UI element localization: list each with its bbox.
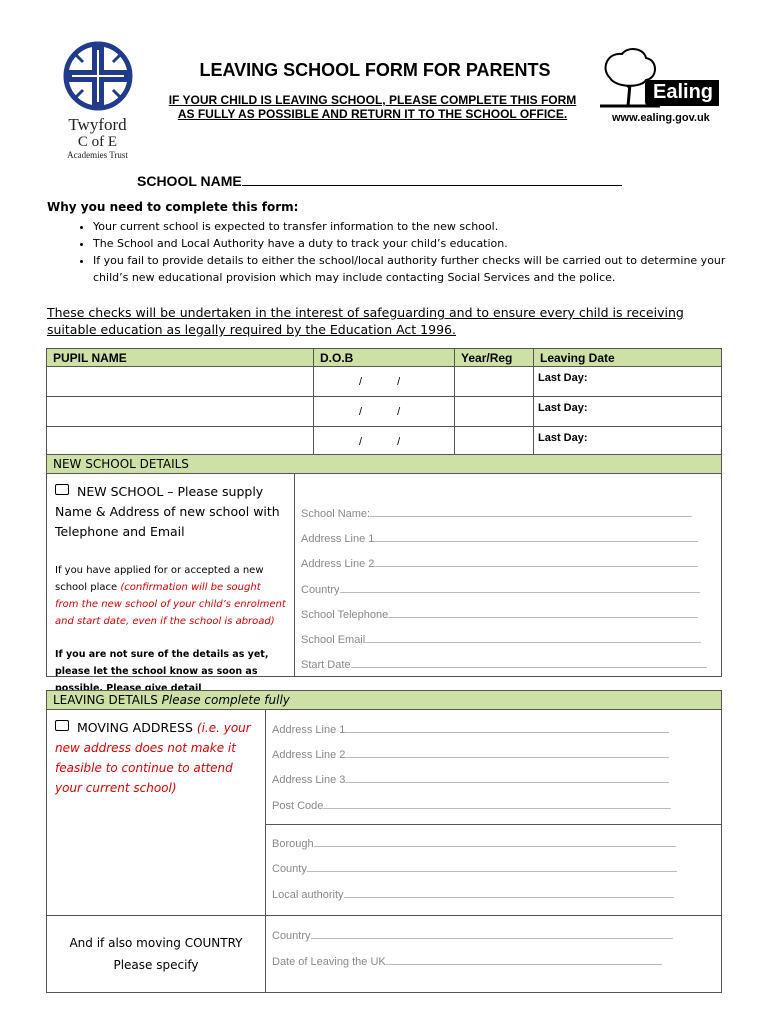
col-dob: D.O.B	[314, 349, 455, 367]
why-bullet: • If you fail to provide details to either the school/local authority further checks will be carried out to determine your child’s new educational provision which may include contacting Social Services and the police.	[93, 252, 743, 286]
country-fields	[266, 916, 722, 993]
new-school-heading: NEW SCHOOL DETAILS	[47, 455, 722, 474]
year-reg-cell[interactable]	[455, 427, 534, 457]
country-input[interactable]: Country	[301, 582, 700, 596]
last-day-cell[interactable]: Last Day:	[534, 427, 722, 457]
school-email-input[interactable]: School Email	[301, 632, 701, 646]
why-bullet: • Your current school is expected to transfer information to the new school.	[93, 218, 743, 235]
pupil-name-cell[interactable]	[47, 367, 314, 397]
note2: If you are not sure of the details as yet, please let the school know as soon as possible. Please give detail	[55, 649, 269, 694]
page-subtitle: IF YOUR CHILD IS LEAVING SCHOOL, PLEASE COMPLETE THIS FORM AS FULLY AS POSSIBLE AND RETURN IT TO THE SCHOOL OFFICE.	[168, 93, 577, 121]
leaving-heading: LEAVING DETAILS Please complete fully	[47, 691, 722, 710]
cross-emblem-icon	[63, 40, 133, 112]
safeguarding-statement: These checks will be undertaken in the interest of safeguarding and to ensure every child is receiving suitable education as legally required by the Education Act 1996.	[47, 305, 684, 337]
table-row	[47, 427, 722, 457]
moving-address-checkbox[interactable]	[55, 720, 69, 731]
dob-cell[interactable]: / /	[314, 397, 455, 427]
moving-option-cell	[47, 710, 266, 916]
borough-input[interactable]: Borough	[272, 836, 676, 850]
ealing-badge: Ealing	[645, 80, 719, 106]
pupil-table	[46, 348, 722, 457]
note1-red: (confirmation will be sought from the new school of your child’s enrolment and start date, even if the school is abroad)	[55, 582, 286, 627]
year-reg-cell[interactable]	[455, 397, 534, 427]
year-reg-cell[interactable]	[455, 367, 534, 397]
org-line1: Twyford	[68, 115, 127, 134]
address-line1-input[interactable]: Address Line 1	[301, 531, 698, 545]
new-school-option[interactable]	[55, 482, 287, 542]
ealing-url: www.ealing.gov.uk	[612, 112, 710, 124]
school-name-input[interactable]: School Name:	[301, 506, 692, 520]
why-bullet: • The School and Local Authority have a duty to track your child’s education.	[93, 235, 743, 252]
moving-address-line3[interactable]: Address Line 3	[272, 772, 669, 786]
twyford-logo	[55, 40, 140, 160]
moving-address-note: (i.e. your new address does not make it feasible to continue to attend your current school)	[55, 721, 251, 795]
new-school-fields	[295, 474, 722, 677]
why-heading: Why you need to complete this form:	[47, 200, 299, 214]
school-name-label: SCHOOL NAME	[137, 173, 242, 189]
post-code-input[interactable]: Post Code	[272, 798, 671, 812]
date-leaving-uk-input[interactable]: Date of Leaving the UK	[272, 954, 662, 968]
leaving-fields	[266, 710, 722, 916]
new-school-note	[55, 562, 287, 630]
org-line3: Academies Trust	[67, 150, 128, 160]
school-telephone-input[interactable]: School Telephone	[301, 607, 698, 621]
table-row	[47, 397, 722, 427]
new-school-section	[46, 454, 722, 694]
moving-address-line1[interactable]: Address Line 1	[272, 722, 669, 736]
moving-address-option[interactable]	[55, 718, 260, 798]
country-label-cell	[47, 916, 266, 993]
last-day-cell[interactable]: Last Day:	[534, 397, 722, 427]
dob-cell[interactable]: / /	[314, 367, 455, 397]
moving-address-line2[interactable]: Address Line 2	[272, 747, 669, 761]
country-label: And if also moving COUNTRY	[69, 936, 243, 950]
moving-address-label: MOVING ADDRESS	[77, 720, 193, 735]
school-name-line[interactable]	[242, 175, 622, 186]
table-row	[47, 367, 722, 397]
note1: If you have applied for or accepted a new school place	[55, 565, 264, 593]
leaving-section	[46, 690, 722, 993]
org-line2: C of E	[77, 134, 118, 150]
local-authority-input[interactable]: Local authority	[272, 887, 674, 901]
moving-country-input[interactable]: Country	[272, 928, 673, 942]
dob-cell[interactable]: / /	[314, 427, 455, 457]
col-pupil-name: PUPIL NAME	[47, 349, 314, 367]
new-school-option-cell	[47, 474, 295, 694]
col-leaving-date: Leaving Date	[534, 349, 722, 367]
col-year-reg: Year/Reg	[455, 349, 534, 367]
county-input[interactable]: County	[272, 861, 677, 875]
last-day-cell[interactable]: Last Day:	[534, 367, 722, 397]
pupil-name-cell[interactable]	[47, 397, 314, 427]
why-list	[47, 218, 743, 286]
new-school-option-label: NEW SCHOOL – Please supply Name & Address of new school with Telephone and Email	[55, 484, 280, 539]
page-title: LEAVING SCHOOL FORM FOR PARENTS	[199, 60, 551, 80]
new-school-checkbox[interactable]	[55, 484, 69, 495]
pupil-name-cell[interactable]	[47, 427, 314, 457]
country-label2: Please specify	[113, 958, 199, 972]
start-date-input[interactable]: Start Date	[301, 657, 707, 671]
address-line2-input[interactable]: Address Line 2	[301, 556, 698, 570]
school-name-field[interactable]	[137, 173, 622, 189]
